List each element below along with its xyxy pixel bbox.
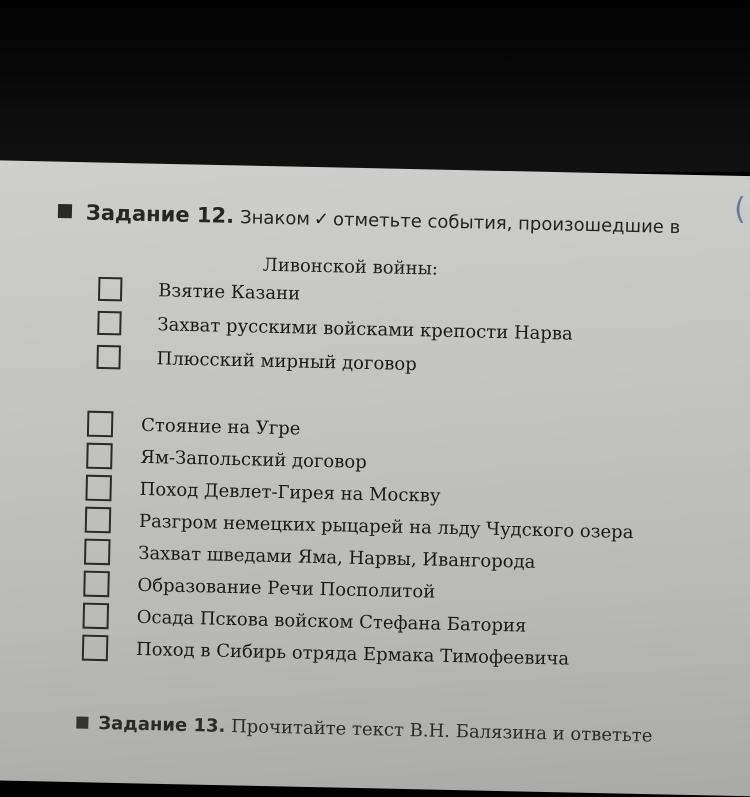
option-row <box>82 635 570 672</box>
option-label: Захват русскими войсками крепости Нарва <box>157 313 574 345</box>
checkbox[interactable] <box>83 603 110 630</box>
checkbox[interactable] <box>82 635 109 662</box>
option-row <box>83 571 435 605</box>
option-label: Захват шведами Яма, Нарвы, Ивангорода <box>138 542 536 573</box>
option-label: Разгром немецких рыцарей на льду Чудского озера <box>138 510 634 543</box>
checkbox[interactable] <box>96 345 121 370</box>
square-bullet-icon <box>76 717 88 729</box>
task-12-title: Задание 12. <box>85 200 235 228</box>
checkbox[interactable] <box>85 475 112 502</box>
square-bullet-icon <box>58 204 72 218</box>
checkbox[interactable] <box>98 277 123 302</box>
handwritten-mark: ( <box>734 192 746 227</box>
task-12-text-after: отметьте события, произошедшие в <box>332 209 681 239</box>
checkbox[interactable] <box>84 539 111 566</box>
option-row <box>85 507 634 545</box>
option-row <box>83 603 527 639</box>
task-13-title: Задание 13. <box>98 713 226 737</box>
option-label: Ям-Запольский договор <box>140 446 367 473</box>
option-label: Взятие Казани <box>157 279 301 304</box>
option-label: Поход Девлет-Гирея на Москву <box>139 478 441 507</box>
option-label: Стояние на Угре <box>140 414 301 440</box>
option-row <box>97 311 573 346</box>
option-row <box>87 411 301 442</box>
checkbox[interactable] <box>83 571 110 598</box>
checkbox[interactable] <box>86 443 113 470</box>
task-12-heading <box>58 200 681 238</box>
option-row <box>85 475 440 509</box>
checkbox[interactable] <box>97 311 122 336</box>
task-12-subline: Ливонской войны: <box>262 254 439 280</box>
option-label: Образование Речи Посполитой <box>137 574 436 603</box>
option-row <box>96 345 417 376</box>
option-label: Осада Пскова войском Стефана Батория <box>136 606 527 637</box>
checkbox[interactable] <box>87 411 114 438</box>
task-12-text-before: Знаком <box>239 207 311 230</box>
option-label: Поход в Сибирь отряда Ермака Тимофеевича <box>135 638 570 670</box>
checkmark-icon: ✓ <box>313 208 330 231</box>
task-13-heading <box>76 713 652 747</box>
option-row <box>98 277 300 306</box>
option-row <box>84 539 536 575</box>
option-row <box>86 443 367 475</box>
task-13-text: Прочитайте текст В.Н. Балязина и ответьте <box>230 716 653 747</box>
checkbox[interactable] <box>85 507 112 534</box>
option-label: Плюсский мирный договор <box>156 347 418 375</box>
